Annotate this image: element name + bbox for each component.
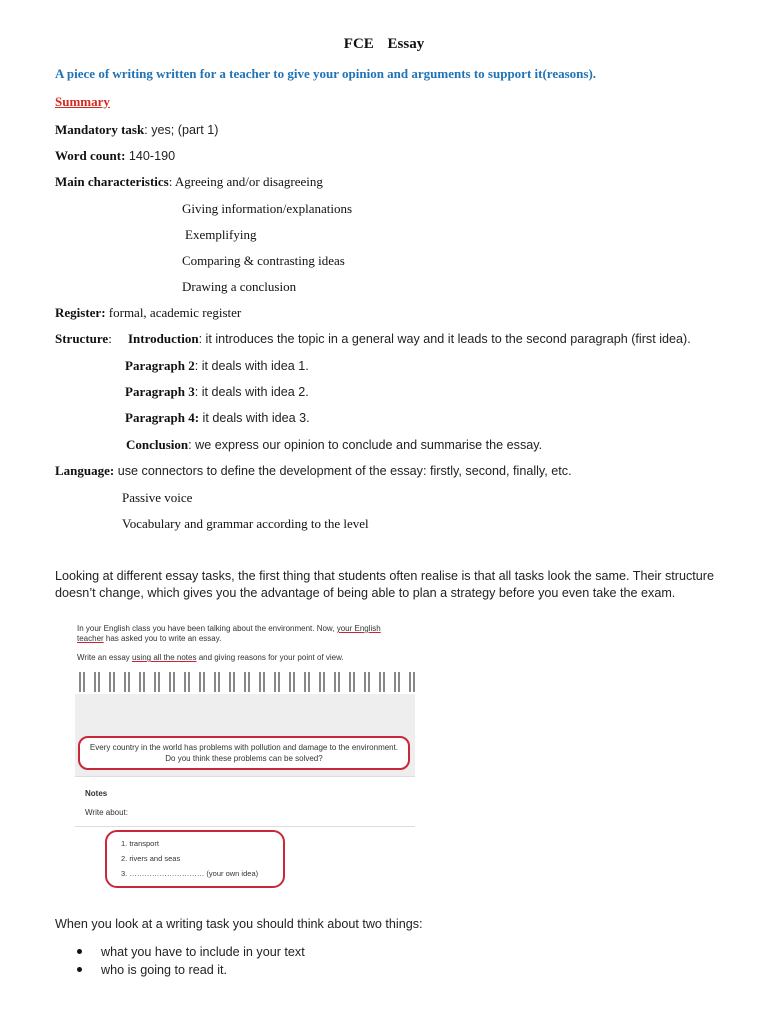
document-subtitle: A piece of writing written for a teacher to give your opinion and arguments to support it(reasons). xyxy=(55,66,597,81)
task-text-underlined: using all the notes xyxy=(131,653,197,662)
note-item: 2. rivers and seas xyxy=(121,854,181,863)
p3-value: : it deals with idea 2. xyxy=(194,385,309,399)
bullet-list xyxy=(63,944,305,980)
mandatory-task-label: Mandatory task xyxy=(55,122,145,137)
main-characteristics-line xyxy=(55,174,323,190)
mandatory-task-value: : yes; (part 1) xyxy=(144,123,219,137)
language-item: Vocabulary and grammar according to the level xyxy=(122,516,369,531)
characteristic-item: Exemplifying xyxy=(185,227,257,242)
essay-prompt-box xyxy=(78,736,410,770)
task-text-underlined: your English xyxy=(336,624,381,633)
structure-conclusion-line xyxy=(126,437,542,453)
word-count-value: 140-190 xyxy=(125,149,176,163)
language-value: use connectors to define the development of the essay: firstly, second, finally, etc. xyxy=(114,464,572,478)
bullet-item xyxy=(63,962,305,980)
characteristic-item: Giving information/explanations xyxy=(182,201,353,216)
main-characteristics-first: : Agreeing and/or disagreeing xyxy=(168,174,323,189)
intro-paragraph-line-2: doesn’t change, which gives you the advantage of being able to plan a strategy before you even take the exam. xyxy=(55,586,676,600)
structure-p3-line xyxy=(125,384,309,400)
task-text: Write an essay xyxy=(77,653,132,662)
bullet-text: what you have to include in your text xyxy=(101,945,305,959)
notes-divider xyxy=(75,826,415,827)
structure-label-line xyxy=(55,331,112,347)
exam-task-figure xyxy=(75,618,420,908)
closing-line: When you look at a writing task you should think about two things: xyxy=(55,917,423,931)
word-count-label: Word count: xyxy=(55,148,126,163)
p4-value: it deals with idea 3. xyxy=(199,411,310,425)
main-characteristics-label: Main characteristics xyxy=(55,174,169,189)
conclusion-label: Conclusion xyxy=(126,437,189,452)
task-instruction-line-2 xyxy=(77,634,221,643)
structure-p4-line xyxy=(125,410,310,426)
structure-colon: : xyxy=(108,331,112,346)
bullet-text: who is going to read it. xyxy=(101,963,228,977)
language-item: Passive voice xyxy=(122,490,193,505)
task-instruction-line-3 xyxy=(77,653,344,662)
mandatory-task-line xyxy=(55,122,218,138)
p2-label: Paragraph 2 xyxy=(125,358,195,373)
note-item: 1. transport xyxy=(121,839,159,848)
intro-label: Introduction xyxy=(128,331,199,346)
structure-intro-line xyxy=(128,331,691,347)
register-line xyxy=(55,305,241,321)
note-item: 3. ………………………… (your own idea) xyxy=(121,869,259,878)
register-value: formal, academic register xyxy=(105,305,242,320)
structure-label: Structure xyxy=(55,331,109,346)
document-title: FCE Essay xyxy=(343,36,425,52)
essay-prompt-line-2: Do you think these problems can be solved? xyxy=(165,754,323,763)
notes-list-box xyxy=(105,830,285,888)
task-text: and giving reasons for your point of view. xyxy=(196,653,344,662)
structure-p2-line xyxy=(125,358,309,374)
notes-subtitle: Write about: xyxy=(85,808,128,817)
task-text: has asked you to write an essay. xyxy=(103,634,222,643)
notes-title: Notes xyxy=(85,789,108,798)
characteristic-item: Comparing & contrasting ideas xyxy=(182,253,345,268)
characteristic-item: Drawing a conclusion xyxy=(182,279,297,294)
task-text: In your English class you have been talking about the environment. Now, xyxy=(77,624,337,633)
register-label: Register: xyxy=(55,305,106,320)
task-instruction-line-1 xyxy=(77,624,381,633)
notes-section xyxy=(75,776,415,909)
essay-prompt-line-1: Every country in the world has problems with pollution and damage to the environment. xyxy=(89,743,399,752)
word-count-line xyxy=(55,148,175,164)
bullet-icon xyxy=(77,967,82,972)
p4-label: Paragraph 4: xyxy=(125,410,200,425)
p2-value: : it deals with idea 1. xyxy=(194,359,309,373)
conclusion-value: : we express our opinion to conclude and summarise the essay. xyxy=(188,438,543,452)
summary-heading: Summary xyxy=(55,94,110,109)
p3-label: Paragraph 3 xyxy=(125,384,195,399)
intro-paragraph-line-1: Looking at different essay tasks, the first thing that students often realise is that all tasks look the same. Their structure xyxy=(55,569,714,583)
intro-value: : it introduces the topic in a general way and it leads to the second paragraph (first idea). xyxy=(198,332,691,346)
bullet-icon xyxy=(77,949,82,954)
language-label: Language: xyxy=(55,463,115,478)
task-text-underlined: teacher xyxy=(77,634,104,643)
notepad-spiral-icon xyxy=(75,670,420,696)
bullet-item xyxy=(63,944,305,962)
language-line xyxy=(55,463,572,479)
